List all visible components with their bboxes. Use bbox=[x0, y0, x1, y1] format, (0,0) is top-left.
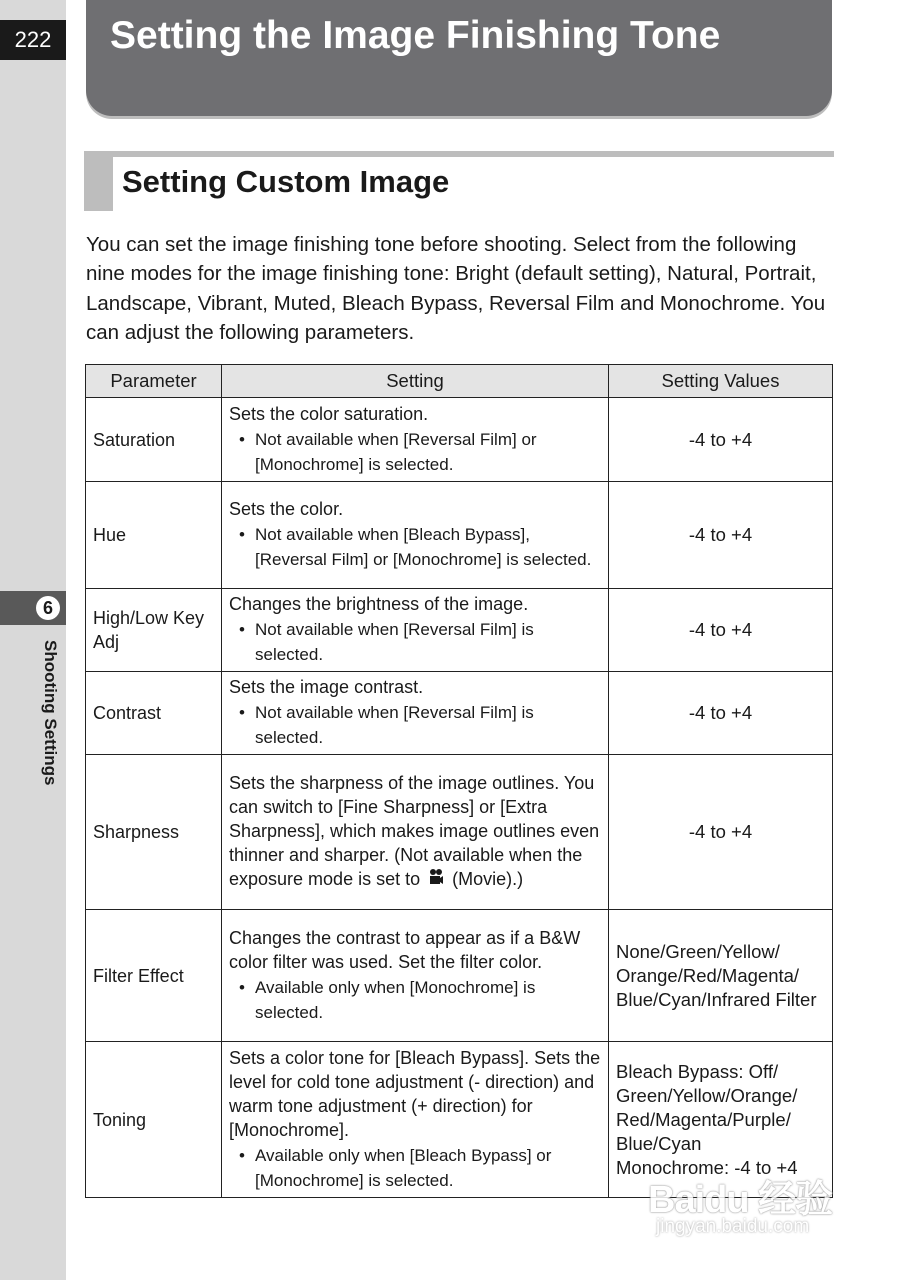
setting-note: • Not available when [Reversal Film] is selected. bbox=[229, 617, 603, 667]
param-name: Contrast bbox=[86, 672, 222, 755]
setting-note: • Not available when [Reversal Film] is selected. bbox=[229, 700, 603, 750]
section-rule bbox=[84, 151, 834, 157]
intro-paragraph: You can set the image finishing tone before shooting. Select from the following nine modes for the image finishing tone: Bright (default setting), Natural, Portrait, Landscape, Vibrant, Muted, Bleach Bypass, Reversal Film and Monochrome. You can adjust the following parameters. bbox=[86, 233, 826, 344]
setting-cell bbox=[222, 398, 609, 482]
setting-desc: Sets the image contrast. bbox=[229, 677, 424, 697]
table-row bbox=[86, 398, 833, 482]
setting-cell bbox=[222, 755, 609, 910]
watermark-logo: Baidu 经验 bbox=[648, 1179, 833, 1221]
setting-value: -4 to +4 bbox=[609, 482, 833, 589]
table-row bbox=[86, 589, 833, 672]
table-row bbox=[86, 755, 833, 910]
setting-desc: Sets the color. bbox=[229, 499, 344, 519]
setting-desc-end: (Movie).) bbox=[452, 868, 524, 889]
section-title: Setting Custom Image bbox=[122, 164, 450, 199]
header-setting-values: Setting Values bbox=[609, 365, 833, 398]
setting-desc: Sets a color tone for [Bleach Bypass]. Sets the level for cold tone adjustment (- direction) and warm tone adjustment (+ direction) for [Monochrome]. bbox=[229, 1047, 601, 1140]
setting-value: -4 to +4 bbox=[609, 589, 833, 672]
setting-desc: Sets the color saturation. bbox=[229, 403, 429, 424]
chapter-name: Shooting Settings bbox=[41, 640, 60, 786]
param-name: Saturation bbox=[86, 398, 222, 482]
chapter-number: 6 bbox=[36, 596, 60, 620]
param-name: Toning bbox=[86, 1042, 222, 1198]
setting-value: None/Green/Yellow/ Orange/Red/Magenta/ Blue/Cyan/Infrared Filter bbox=[609, 910, 833, 1042]
table-row bbox=[86, 910, 833, 1042]
setting-value: -4 to +4 bbox=[609, 398, 833, 482]
param-name: Hue bbox=[86, 482, 222, 589]
param-name: Filter Effect bbox=[86, 910, 222, 1042]
setting-note: • Available only when [Monochrome] is selected. bbox=[229, 975, 603, 1025]
section-marker bbox=[84, 151, 113, 211]
header-parameter: Parameter bbox=[86, 365, 222, 398]
setting-value: Bleach Bypass: Off/ Green/Yellow/Orange/ Red/Magenta/Purple/ Blue/Cyan bbox=[616, 1060, 798, 1154]
setting-cell bbox=[222, 589, 609, 672]
header-setting: Setting bbox=[222, 365, 609, 398]
setting-cell bbox=[222, 910, 609, 1042]
table-row bbox=[86, 672, 833, 755]
setting-desc: Sets the sharpness of the image outlines. You can switch to [Fine Sharpness] or [Extra Sharpness], which makes image outlines even thinner and sharper. (Not available when the exposure mode is set to bbox=[229, 772, 600, 889]
setting-cell bbox=[222, 672, 609, 755]
table-row bbox=[86, 482, 833, 589]
page-title: Setting the Image Finishing Tone bbox=[110, 14, 721, 57]
setting-cell bbox=[222, 482, 609, 589]
setting-note: • Available only when [Bleach Bypass] or [Monochrome] is selected. bbox=[229, 1143, 603, 1193]
setting-desc: Changes the brightness of the image. bbox=[229, 594, 529, 614]
setting-note: • Not available when [Reversal Film] or [Monochrome] is selected. bbox=[229, 427, 603, 477]
setting-value-mono: Monochrome: -4 to +4 bbox=[616, 1156, 798, 1178]
table-header-row bbox=[86, 365, 833, 398]
setting-value: -4 to +4 bbox=[609, 672, 833, 755]
movie-mode-icon bbox=[425, 868, 447, 893]
setting-value: -4 to +4 bbox=[609, 755, 833, 910]
param-name: Sharpness bbox=[86, 755, 222, 910]
setting-desc: Changes the contrast to appear as if a B&W color filter was used. Set the filter color. bbox=[229, 927, 581, 972]
page-number: 222 bbox=[0, 20, 66, 60]
parameters-table bbox=[85, 364, 833, 1198]
setting-cell bbox=[222, 1042, 609, 1198]
setting-note: • Not available when [Bleach Bypass], [Reversal Film] or [Monochrome] is selected. bbox=[229, 522, 603, 572]
param-name: High/Low Key Adj bbox=[86, 589, 222, 672]
watermark-url: jingyan.baidu.com bbox=[656, 1216, 810, 1237]
